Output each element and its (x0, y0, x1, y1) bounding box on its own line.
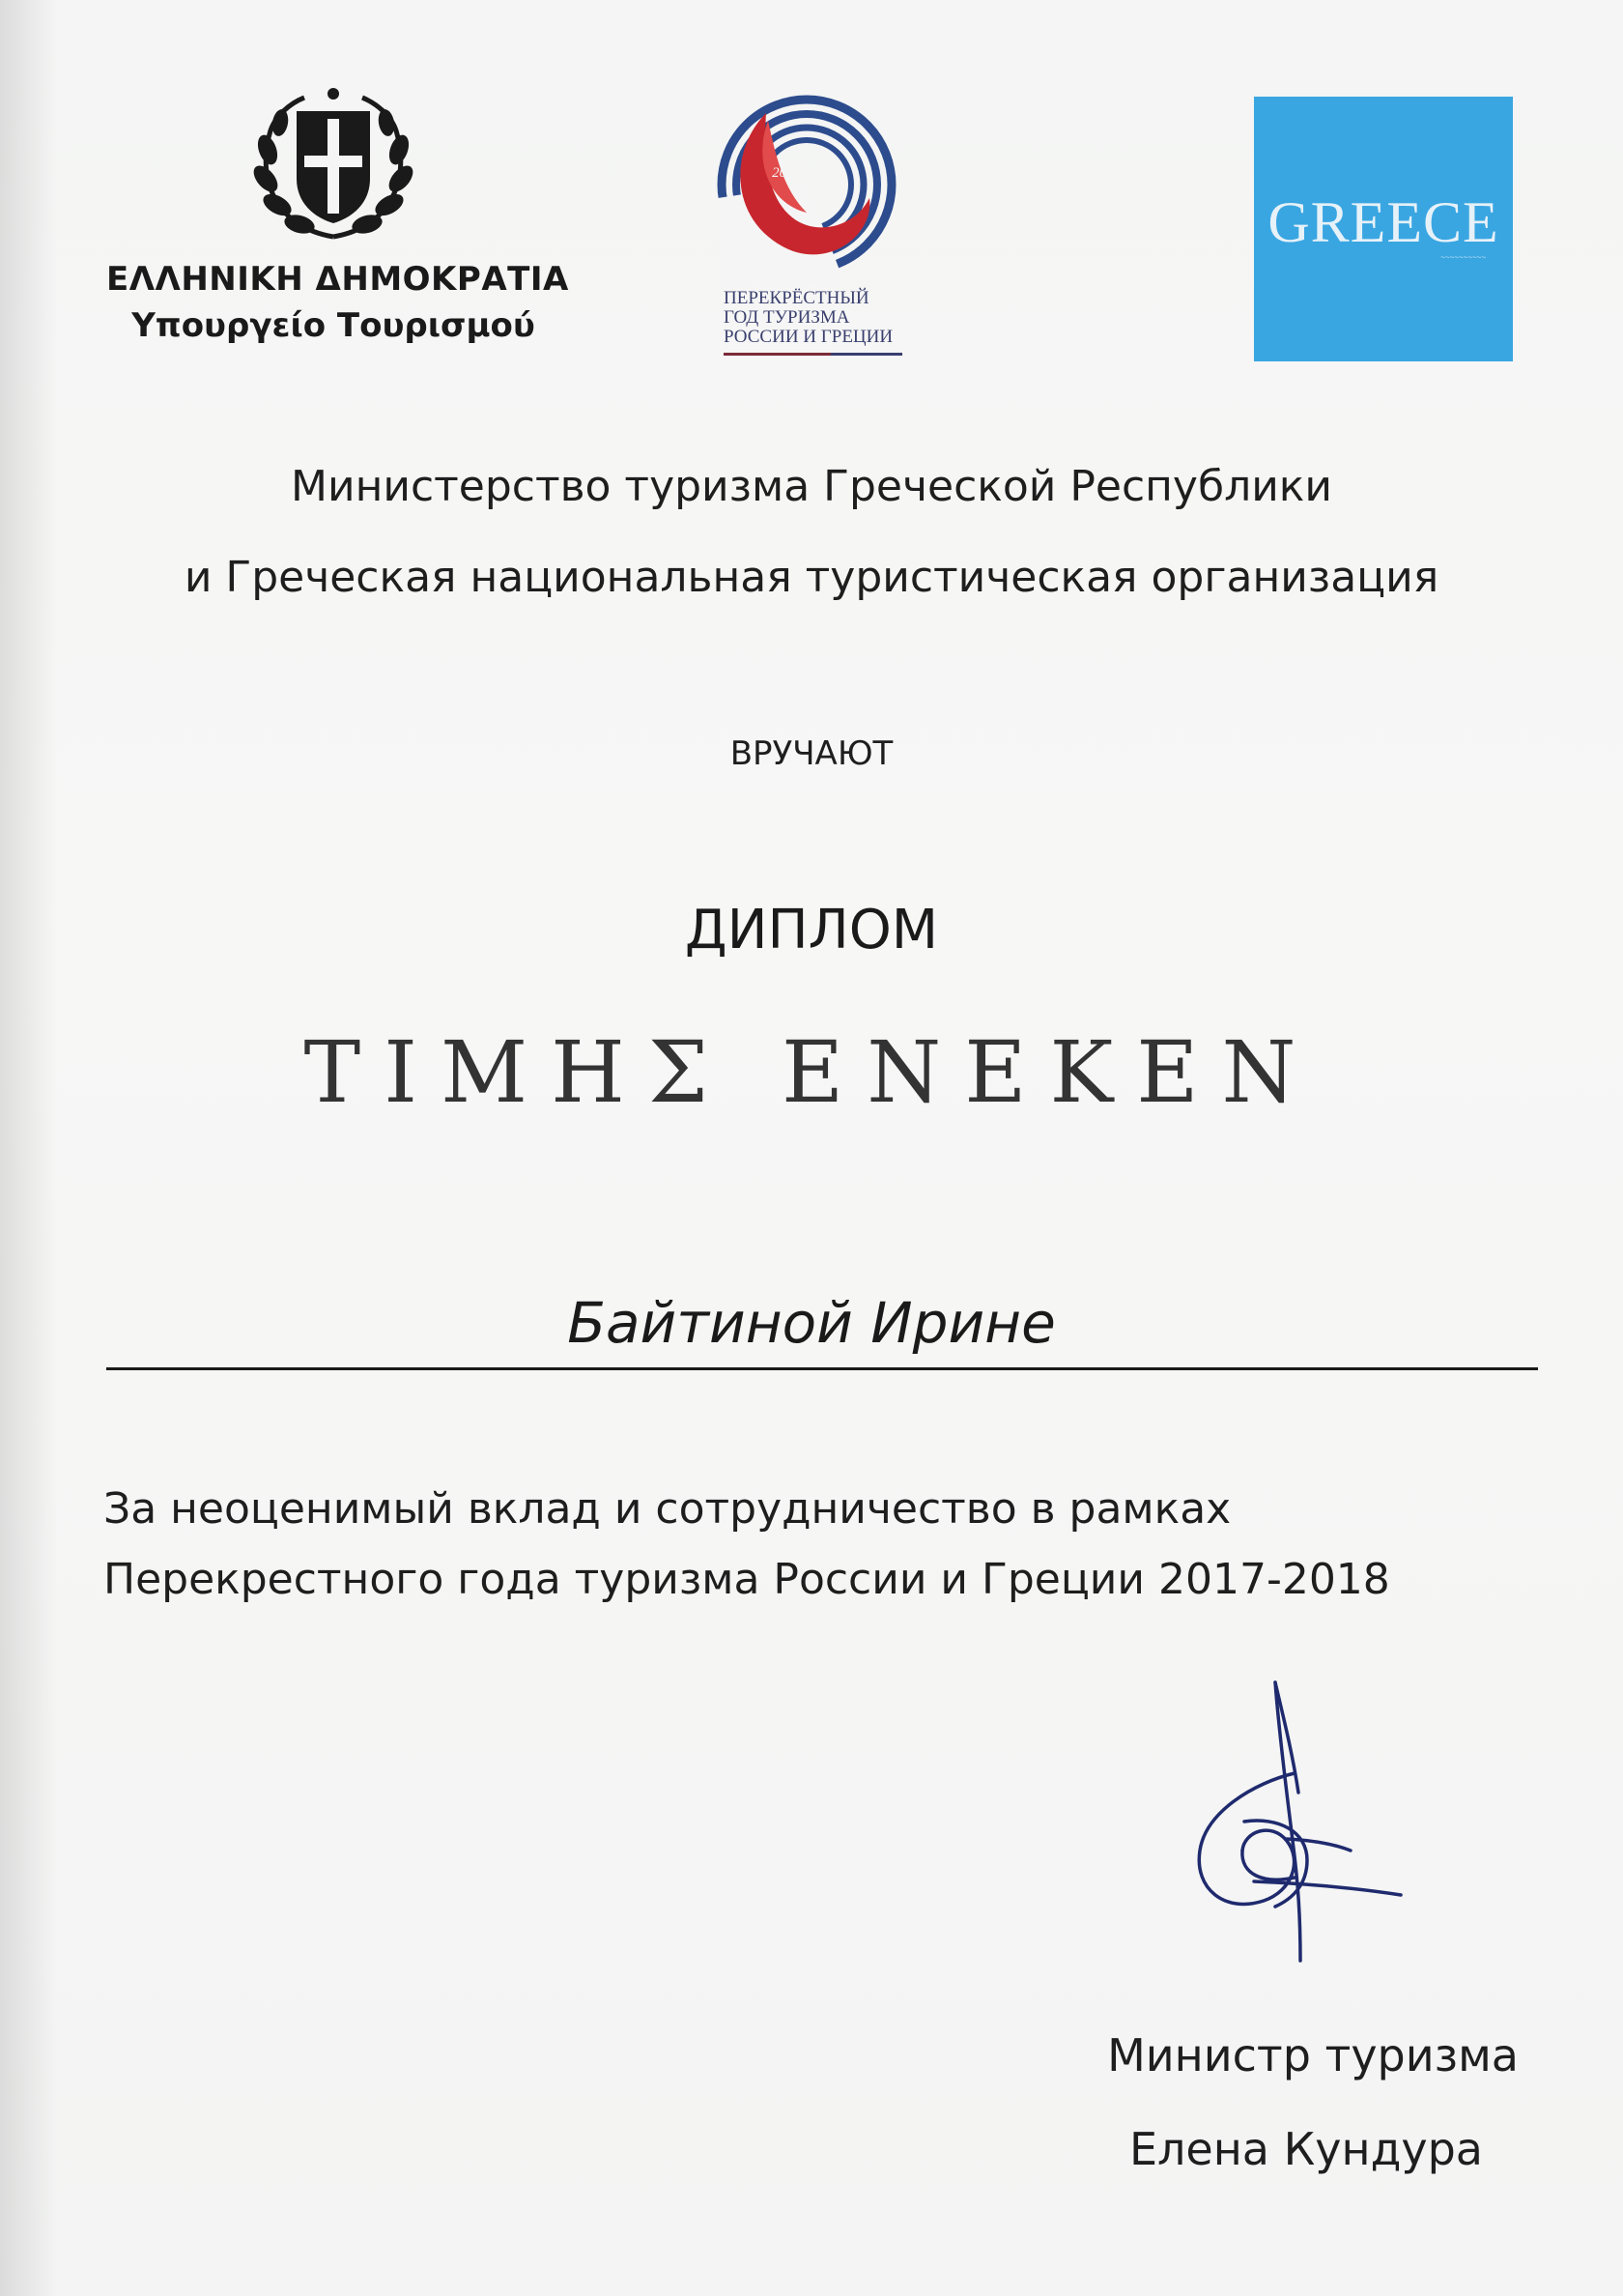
cross-year-text-line: РОССИИ И ГРЕЦИИ (724, 327, 894, 347)
cross-year-text (724, 289, 913, 347)
recipient-underline (106, 1367, 1538, 1370)
issuer-line-1: Министерство туризма Греческой Республики (291, 462, 1332, 511)
diploma-title: ДИПЛОМ (684, 899, 939, 961)
signer-title: Министр туризма (1107, 2029, 1519, 2081)
cross-year-text-line: ГОД ТУРИЗМА (724, 307, 850, 328)
cross-year-years: 2017 2018 (772, 165, 834, 181)
gov-logo-title: ΕΛΛΗΝΙΚΗ ΔΗΜΟΚΡΑΤΙΑ (106, 260, 569, 299)
award-reason-line: За неоценимый вклад и сотрудничество в рамках (103, 1484, 1232, 1534)
greek-government-logo (106, 82, 569, 345)
recipient-name: Байтиной Ирине (567, 1290, 1056, 1356)
cross-year-logo (710, 92, 913, 356)
cross-year-underline (724, 353, 902, 356)
presents-label: ВРУЧАЮТ (729, 734, 894, 773)
issuer-line-2: и Греческая национальная туристическая организация (184, 553, 1439, 602)
greece-logo (1254, 97, 1513, 361)
gov-logo-subtitle: Υπουργείο Τουρισμού (131, 306, 535, 345)
cross-year-emblem-icon (710, 92, 903, 285)
award-reason-line: Перекрестного года туризма России и Греции 2017-2018 (103, 1555, 1390, 1604)
cross-year-text-line: ПЕРЕКРЁСТНЫЙ (724, 288, 869, 308)
coat-of-arms-icon (246, 82, 420, 246)
greece-logo-tagline: ~~~~~~~~~~ (1440, 252, 1486, 262)
signer-name: Елена Кундура (1128, 2123, 1483, 2175)
award-reason (103, 1474, 1552, 1615)
greece-logo-word: GREECE (1267, 189, 1499, 254)
diploma-motto: ΤΙΜΗΣ ΕΝΕΚΕΝ (303, 1022, 1320, 1122)
handwritten-signature (1186, 1677, 1428, 1966)
